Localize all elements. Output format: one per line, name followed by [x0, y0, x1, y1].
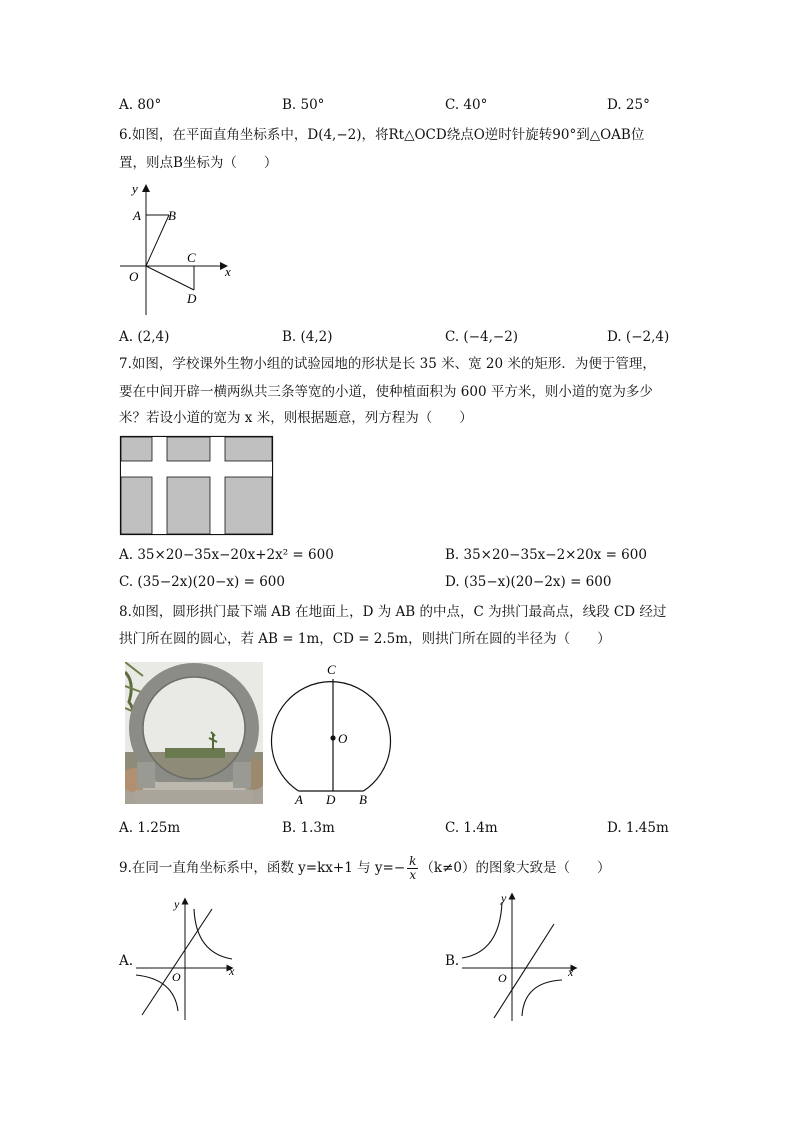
q6-triangle-oab: [146, 215, 169, 266]
q6-label-b: B: [168, 208, 176, 223]
q9-stem-suffix: （k≠0）的图象大致是（ ）: [420, 860, 611, 876]
q9-fraction-denominator: x: [409, 868, 417, 882]
q8-arch-circle: [272, 682, 391, 791]
q9-fraction-numerator: k: [409, 854, 417, 868]
q8-option-c: C. 1.4m: [445, 820, 498, 836]
q6-triangle-ocd: [146, 266, 194, 290]
q7-option-b: B. 35×20−35x−2×20x = 600: [445, 547, 647, 563]
q8-label-c: C: [327, 662, 336, 677]
q5-option-c: C. 40°: [445, 97, 488, 113]
q8-center-point: [330, 735, 335, 740]
q9-graph-a-label-y: y: [174, 897, 180, 911]
q5-option-a: A. 80°: [119, 97, 162, 113]
q6-label-o: O: [129, 269, 139, 284]
q9-graph-a-label-o: O: [172, 970, 181, 984]
q6-option-a: A. (2,4): [119, 329, 170, 345]
q6-label-y: y: [132, 181, 138, 196]
q7-stem-line3: 米？若设小道的宽为 x 米，则根据题意，列方程为（ ）: [119, 410, 473, 426]
q6-option-d: D. (−2,4): [607, 329, 670, 345]
q8-option-d: D. 1.45m: [607, 820, 669, 836]
q7-stem-line1: 7.如图，学校课外生物小组的试验园地的形状是长 35 米、宽 20 米的矩形．为便于管理，: [119, 356, 656, 372]
q9-graph-a: [132, 893, 244, 1023]
q8-label-o: O: [338, 731, 348, 746]
q9-fraction: [407, 855, 418, 882]
q8-option-b: B. 1.3m: [282, 820, 335, 836]
q6-coordinate-figure: [112, 180, 252, 320]
q7-stem-line2: 要在中间开辟一横两纵共三条等宽的小道，使种植面积为 600 平方米，则小道的宽为多少: [119, 384, 653, 400]
q7-vertical-path-1: [152, 437, 167, 534]
q6-option-c: C. (−4,−2): [445, 329, 519, 345]
q9-stem: [119, 855, 611, 882]
q7-horizontal-path: [121, 461, 272, 477]
q9-graph-b-label-o: O: [498, 971, 507, 985]
q7-option-d: D. (35−x)(20−2x) = 600: [445, 574, 612, 590]
q8-option-a: A. 1.25m: [119, 820, 181, 836]
q8-moon-gate-photo: [125, 662, 263, 804]
q9-graph-b-label: B.: [445, 953, 460, 969]
q7-option-c: C. (35−2x)(20−x) = 600: [119, 574, 285, 590]
q9-graph-a-hyperbola-q1: [194, 909, 232, 959]
q8-label-b: B: [359, 792, 367, 807]
q8-stem-line2: 拱门所在圆的圆心，若 AB = 1m，CD = 2.5m，则拱门所在圆的半径为（ ）: [119, 631, 611, 647]
q6-label-a: A: [133, 208, 141, 223]
q9-graph-a-label: A.: [119, 953, 134, 969]
q6-option-b: B. (4,2): [282, 329, 333, 345]
q6-stem-line1: 6.如图，在平面直角坐标系中，D(4,−2)，将Rt△OCD绕点O逆时针旋转90°到△OAB位: [119, 127, 645, 143]
q8-label-a: A: [295, 792, 303, 807]
q9-graph-b-hyperbola-q4: [522, 980, 562, 1016]
q5-option-b: B. 50°: [282, 97, 325, 113]
q9-graph-b-label-y: y: [501, 891, 507, 905]
q9-graph-b-label-x: x: [568, 965, 574, 979]
q6-label-d: D: [187, 291, 197, 306]
q6-label-x: x: [225, 264, 231, 279]
q9-graph-b-hyperbola-q2: [462, 902, 502, 958]
q5-option-d: D. 25°: [607, 97, 650, 113]
q8-stem-line1: 8.如图，圆形拱门最下端 AB 在地面上，D 为 AB 的中点，C 为拱门最高点，线段 CD 经过: [119, 604, 667, 620]
q7-vertical-path-2: [210, 437, 225, 534]
q7-option-a: A. 35×20−35x−20x+2x² = 600: [119, 547, 334, 563]
q9-graph-a-line: [142, 909, 212, 1015]
q6-label-c: C: [187, 250, 196, 265]
q8-arch-diagram: [268, 660, 408, 810]
q6-stem-line2: 置，则点B坐标为（ ）: [119, 155, 278, 171]
q9-stem-prefix: 9.在同一直角坐标系中，函数 y=kx+1 与 y=−: [119, 860, 406, 876]
q7-garden-figure: [119, 435, 275, 537]
q9-graph-a-label-x: x: [229, 964, 235, 978]
q8-label-d: D: [326, 792, 336, 807]
q9-graph-b: [458, 888, 580, 1023]
